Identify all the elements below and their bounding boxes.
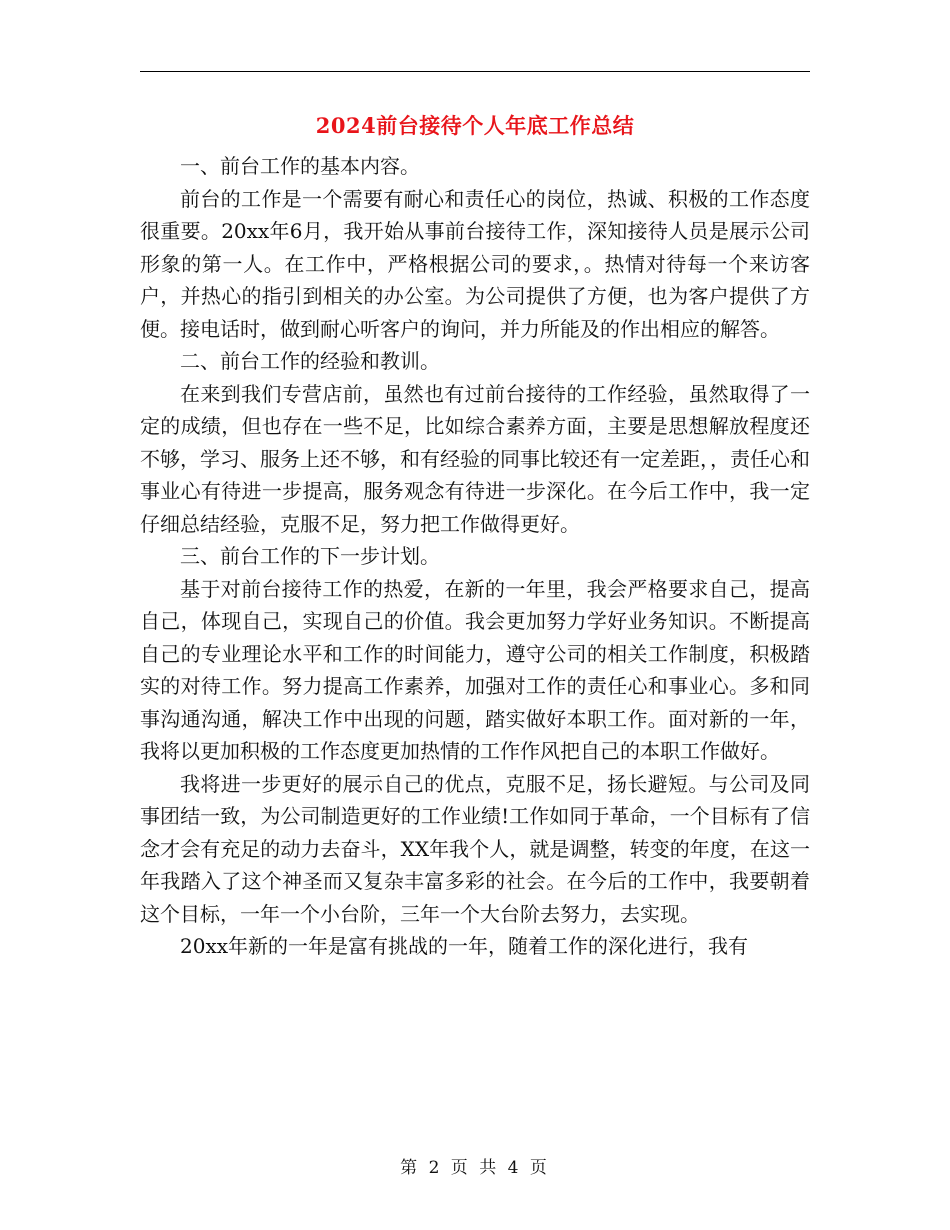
document-body — [140, 150, 810, 963]
section-heading-3: 三、前台工作的下一步计划。 — [180, 544, 440, 568]
section-heading-1: 一、前台工作的基本内容。 — [180, 154, 420, 178]
paragraph-2: 在来到我们专营店前，虽然也有过前台接待的工作经验，虽然取得了一定的成绩，但也存在一些不足，比如综合素养方面，主要是思想解放程度还不够，学习、服务上还不够，和有经验的同事比较还有一定差距，，责任心和事业心有待进一步提高，服务观念有待进一步深化。在今后工作中，我一定仔细总结经验，克服不足，努力把工作做得更好。 — [140, 381, 810, 536]
paragraph-3: 基于对前台接待工作的热爱，在新的一年里，我会严格要求自己，提高自己，体现自己，实现自己的价值。我会更加努力学好业务知识。不断提高自己的专业理论水平和工作的时间能力，遵守公司的相关工作制度，积极踏实的对待工作。努力提高工作素养，加强对工作的责任心和事业心。多和同事沟通沟通，解决工作中出现的问题，踏实做好本职工作。面对新的一年，我将以更加积极的工作态度更加热情的工作作风把自己的本职工作做好。 — [140, 576, 810, 763]
section-heading-2: 二、前台工作的经验和教训。 — [180, 349, 440, 373]
page-title: 2024前台接待个人年底工作总结 — [315, 113, 635, 138]
paragraph-4: 我将进一步更好的展示自己的优点，克服不足，扬长避短。与公司及同事团结一致，为公司制造更好的工作业绩!工作如同于革命，一个目标有了信念才会有充足的动力去奋斗，XX年我个人，就是调整，转变的年度，在这一年我踏入了这个神圣而又复杂丰富多彩的社会。在今后的工作中，我要朝着这个目标，一年一个小台阶，三年一个大台阶去努力，去实现。 — [140, 771, 810, 926]
paragraph-5: 20xx年新的一年是富有挑战的一年，随着工作的深化进行，我有 — [180, 934, 749, 958]
page-number-footer: 第 2 页 共 4 页 — [400, 1158, 550, 1178]
paragraph-1: 前台的工作是一个需要有耐心和责任心的岗位，热诚、积极的工作态度很重要。20xx年6月，我开始从事前台接待工作，深知接待人员是展示公司形象的第一人。在工作中，严格根据公司的要求，。热情对待每一个来访客户，并热心的指引到相关的办公室。为公司提供了方便，也为客户提供了方便。接电话时，做到耐心听客户的询问，并力所能及的作出相应的解答。 — [140, 186, 810, 341]
header-rule — [140, 71, 810, 72]
